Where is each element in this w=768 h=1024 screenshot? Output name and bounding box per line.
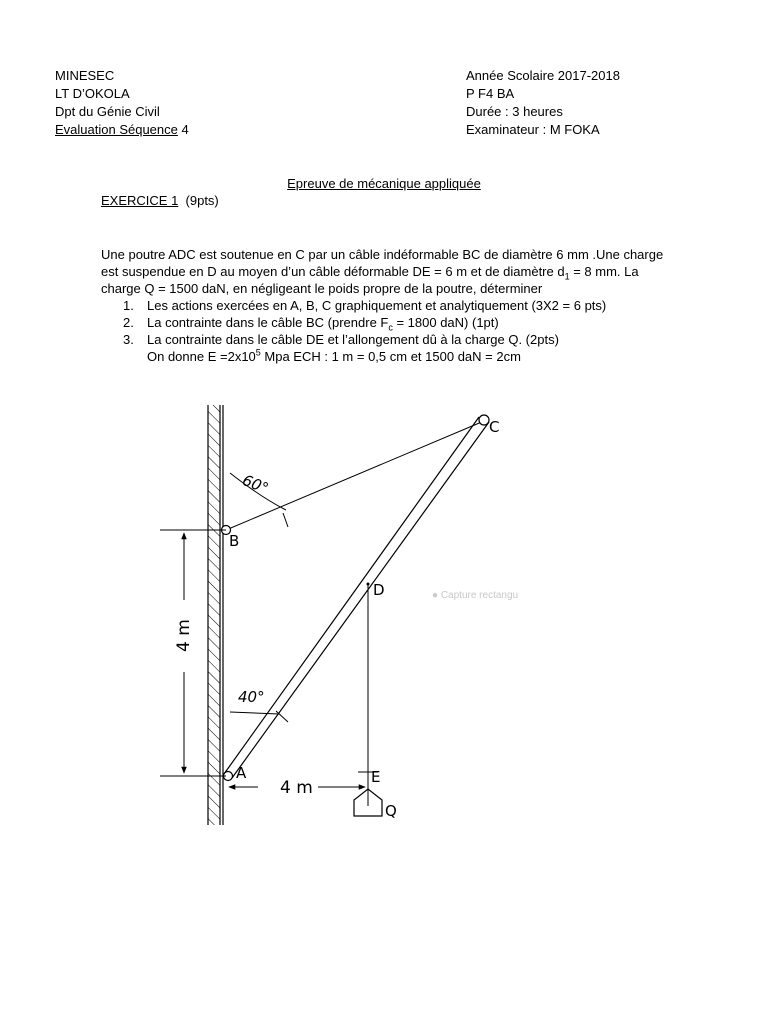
exercise-points: (9pts) (178, 193, 219, 208)
label-a: A (236, 764, 247, 782)
document-title: Epreuve de mécanique appliquée (287, 176, 481, 191)
question-number: 2. (123, 315, 134, 330)
question-subscript: c (388, 322, 393, 333)
joint-d (367, 583, 370, 586)
header-department: Dpt du Génie Civil (55, 104, 160, 119)
question-text-end: = 1800 daN) (1pt) (392, 315, 499, 330)
statement-line-1: Une poutre ADC est soutenue en C par un câble indéformable BC de diamètre 6 mm .Une charge (101, 247, 664, 262)
wall (208, 405, 223, 825)
watermark-text: Capture rectangu (440, 590, 519, 601)
capture-watermark: ● Capture rectangu (432, 590, 519, 601)
header-examiner: Examinateur : M FOKA (466, 122, 600, 137)
label-b: B (229, 532, 240, 550)
angle-label-40: 40° (238, 688, 265, 706)
label-d: D (373, 581, 385, 599)
cable-bc (226, 421, 484, 530)
question-number: 3. (123, 332, 134, 347)
header-duration: Durée : 3 heures (466, 104, 563, 119)
question-text: La contrainte dans le câble BC (prendre F (147, 315, 389, 330)
statement-line-3: charge Q = 1500 daN, en négligeant le poids propre de la poutre, déterminer (101, 281, 543, 296)
angle-arc-40 (230, 712, 279, 714)
statement-line-2-end: = 8 mm. La (569, 264, 639, 279)
given-data-end: Mpa ECH : 1 m = 0,5 cm et 1500 daN = 2cm (260, 349, 521, 364)
exercise-label: EXERCICE 1 (101, 193, 179, 208)
header-school-year: Année Scolaire 2017-2018 (466, 68, 620, 83)
header-evaluation-label: Evaluation Séquence (55, 122, 178, 137)
given-data-exponent: 5 (255, 347, 261, 358)
question-number: 1. (123, 298, 134, 313)
joint-c (479, 415, 489, 425)
header-evaluation-number: 4 (177, 122, 189, 137)
given-data-text: On donne E =2x10 (147, 349, 256, 364)
dimension-label-horizontal: 4 m (280, 778, 313, 798)
dimension-label-vertical: 4 m (174, 619, 194, 652)
question-text: Les actions exercées en A, B, C graphiquement et analytiquement (3X2 = 6 pts) (147, 298, 607, 313)
question-text: La contrainte dans le câble DE et l’allongement dû à la charge Q. (2pts) (147, 332, 559, 347)
label-q: Q (385, 802, 397, 820)
label-e: E (371, 768, 381, 786)
statement-subscript: 1 (564, 271, 570, 282)
header-class: P F4 BA (466, 86, 515, 101)
header-ministry: MINESEC (55, 68, 115, 83)
header-school: LT D’OKOLA (55, 86, 130, 101)
statement-line-2-text: est suspendue en D au moyen d’un câble déformable DE = 6 m et de diamètre d (101, 264, 565, 279)
angle-label-60: 60° (239, 470, 272, 498)
label-c: C (489, 418, 500, 436)
